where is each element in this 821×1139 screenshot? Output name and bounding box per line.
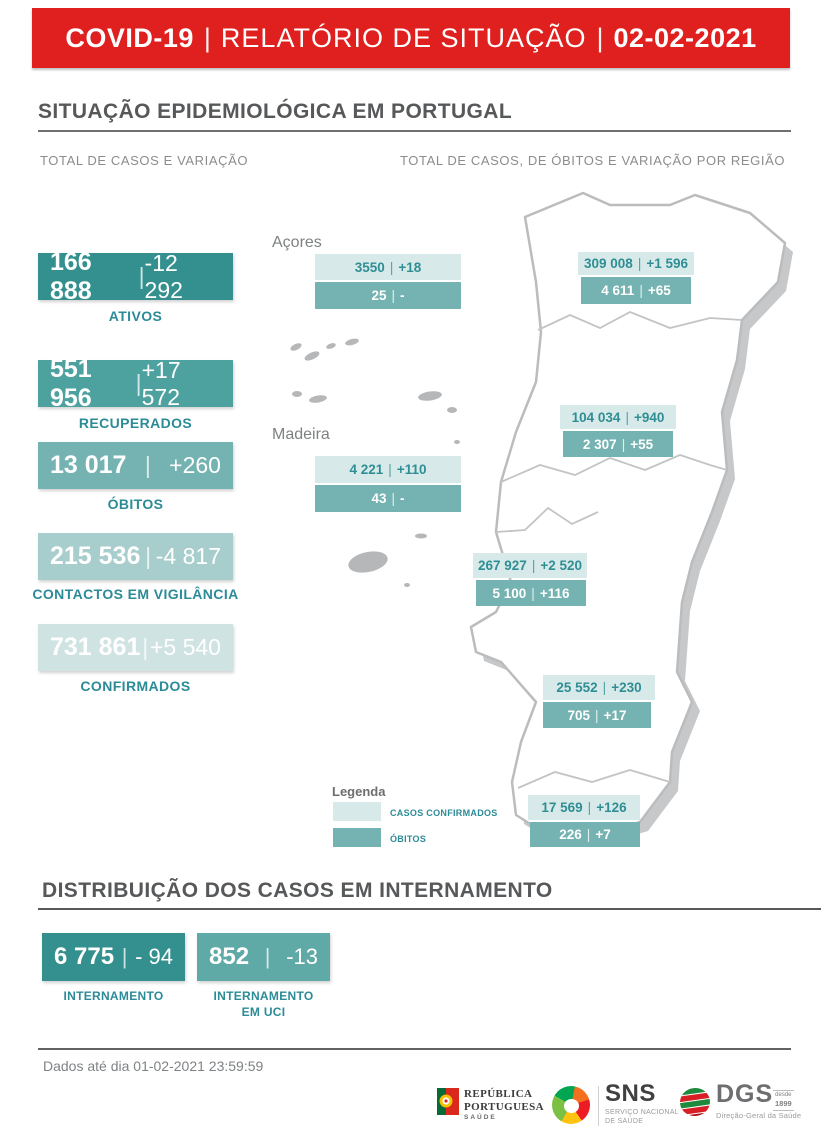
banner-separator: | [203, 22, 211, 53]
divider: | [138, 263, 145, 289]
divider: | [121, 944, 128, 969]
divider: | [602, 680, 607, 695]
data-cutoff-note: Dados até dia 01-02-2021 23:59:59 [43, 1058, 264, 1074]
algarve-deaths-delta: +7 [595, 827, 611, 842]
acores-cases-delta: +18 [398, 259, 422, 275]
footer-rule [38, 1048, 791, 1050]
divider: | [531, 585, 535, 601]
right-subtitle: TOTAL DE CASOS, DE ÓBITOS E VARIAÇÃO POR REGIÃO [400, 153, 786, 168]
uci-label-line1: INTERNAMENTO [213, 989, 314, 1003]
alentejo-deaths-box [543, 702, 651, 728]
divider: | [637, 256, 642, 271]
norte-deaths-delta: +65 [647, 283, 671, 298]
madeira-cases: 4 221 [349, 462, 384, 477]
ativos-label: ATIVOS [108, 308, 163, 324]
left-subtitle: TOTAL DE CASOS E VARIAÇÃO [40, 153, 249, 168]
lisboa-cases-delta: +2 520 [540, 558, 582, 573]
divider: | [391, 491, 396, 506]
republica-line1: REPÚBLICA [464, 1088, 533, 1100]
banner-program: COVID-19 [65, 22, 194, 53]
dgs-since-word: desde [775, 1092, 792, 1098]
uci-delta: -13 [286, 944, 318, 969]
legend-confirmed-label: CASOS CONFIRMADOS [390, 808, 498, 818]
sns-logo-name: SNS [605, 1080, 656, 1107]
lisboa-cases-box [473, 553, 587, 578]
obitos-label: ÓBITOS [107, 496, 164, 512]
algarve-cases-box [528, 795, 640, 820]
legend-deaths-label: ÓBITOS [390, 834, 427, 844]
madeira-deaths-delta: - [400, 491, 405, 506]
dgs-globe-icon [678, 1086, 712, 1118]
banner-title: RELATÓRIO DE SITUAÇÃO [220, 22, 587, 53]
ativos-delta: -12 292 [144, 249, 183, 303]
dgs-logo-name: DGS [716, 1080, 774, 1108]
divider: | [391, 288, 396, 303]
divider: | [144, 452, 151, 478]
divider: | [621, 436, 626, 452]
centro-deaths-delta: +55 [630, 436, 654, 452]
internment-label: INTERNAMENTO [63, 989, 164, 1003]
madeira-cases-box [315, 456, 461, 483]
norte-deaths-box [581, 277, 691, 304]
norte-cases-box [578, 252, 694, 275]
uci-label [197, 988, 330, 1020]
algarve-cases: 17 569 [541, 800, 583, 815]
algarve-cases-delta: +126 [596, 800, 627, 815]
divider: | [625, 409, 629, 425]
internment-title-rule [38, 908, 821, 910]
acores-deaths-box [315, 282, 461, 309]
norte-deaths: 4 611 [601, 283, 635, 298]
republica-saude-label: SAÚDE [464, 1114, 497, 1121]
divider: | [264, 944, 271, 969]
lisboa-deaths-box [476, 580, 586, 606]
legend-title: Legenda [332, 784, 386, 799]
divider: | [587, 800, 592, 815]
algarve-deaths: 226 [559, 827, 582, 842]
uci-value: 852 [209, 943, 250, 970]
acores-deaths: 25 [371, 288, 387, 303]
contactos-label: CONTACTOS EM VIGILÂNCIA [32, 586, 239, 602]
confirmados-delta: +5 540 [149, 634, 221, 660]
divider: | [145, 543, 152, 569]
stat-box-confirmados [38, 624, 233, 671]
alentejo-cases-box [543, 675, 655, 700]
norte-cases: 309 008 [584, 256, 633, 271]
contactos-delta: -4 817 [155, 543, 221, 569]
obitos-delta: +260 [169, 452, 221, 478]
dgs-logo-subtitle: Direção-Geral da Saúde [716, 1111, 802, 1120]
acores-deaths-delta: - [400, 288, 405, 303]
alentejo-cases: 25 552 [556, 680, 598, 695]
centro-cases: 104 034 [571, 409, 621, 425]
acores-cases: 3550 [354, 259, 385, 275]
sns-sub1: SERVIÇO NACIONAL [605, 1109, 679, 1116]
sns-logo-subtitle [605, 1108, 679, 1126]
sns-logo-icon-center [564, 1099, 579, 1113]
confirmados-value: 731 861 [50, 633, 141, 661]
recuperados-value: 551 956 [50, 354, 92, 412]
stat-box-ativos [38, 247, 233, 305]
uci-label-line2: EM UCI [241, 1005, 286, 1020]
norte-cases-delta: +1 596 [646, 256, 688, 271]
madeira-label: Madeira [272, 426, 330, 443]
madeira-cases-delta: +110 [396, 462, 427, 477]
banner-separator: | [596, 22, 604, 53]
sns-logo-divider [598, 1086, 599, 1126]
epi-section-title: SITUAÇÃO EPIDEMIOLÓGICA EM PORTUGAL [38, 100, 513, 123]
centro-deaths: 2 307 [582, 436, 617, 452]
centro-deaths-box [563, 431, 673, 457]
lisboa-deaths: 5 100 [492, 585, 527, 601]
azores-islands [289, 337, 460, 444]
internment-box [42, 933, 185, 981]
centro-cases-delta: +940 [633, 409, 665, 425]
epi-title-rule [38, 130, 791, 132]
divider: | [135, 370, 142, 396]
divider: | [639, 283, 643, 298]
madeira-deaths: 43 [371, 491, 387, 506]
uci-box [197, 933, 330, 981]
dgs-since-badge [773, 1090, 794, 1111]
divider: | [586, 827, 591, 842]
divider: | [389, 259, 394, 275]
dgs-since-year: 1899 [775, 1099, 792, 1109]
obitos-value: 13 017 [50, 451, 127, 479]
sns-sub2: DE SAÚDE [605, 1118, 644, 1126]
divider: | [595, 707, 599, 723]
alentejo-deaths-delta: +17 [603, 707, 627, 723]
banner-date: 02-02-2021 [613, 22, 757, 53]
stat-box-recuperados [38, 354, 233, 412]
lisboa-cases: 267 927 [478, 558, 527, 573]
alentejo-deaths: 705 [567, 707, 591, 723]
stat-box-contactos [38, 533, 233, 580]
republica-line2: PORTUGUESA [464, 1100, 545, 1113]
lisboa-deaths-delta: +116 [539, 585, 570, 601]
divider: | [531, 558, 536, 573]
divider: | [388, 462, 392, 477]
confirmados-label: CONFIRMADOS [80, 678, 191, 694]
report-banner [32, 8, 790, 68]
acores-label: Açores [272, 234, 322, 251]
portugal-flag-icon [436, 1087, 460, 1119]
recuperados-delta: +17 572 [141, 356, 181, 410]
republica-logo-text [464, 1088, 544, 1113]
divider: | [142, 634, 149, 660]
contactos-value: 215 536 [50, 542, 141, 570]
ativos-value: 166 888 [50, 247, 92, 305]
recuperados-label: RECUPERADOS [78, 415, 193, 431]
madeira-deaths-box [315, 485, 461, 512]
alentejo-cases-delta: +230 [611, 680, 642, 695]
algarve-deaths-box [530, 822, 640, 847]
stat-box-obitos [38, 442, 233, 489]
centro-cases-box [560, 405, 676, 429]
acores-cases-box [315, 254, 461, 280]
internment-value: 6 775 [54, 943, 115, 970]
madeira-islands [346, 534, 427, 588]
internment-delta: - 94 [135, 944, 173, 969]
internment-section-title: DISTRIBUIÇÃO DOS CASOS EM INTERNAMENTO [42, 879, 553, 902]
